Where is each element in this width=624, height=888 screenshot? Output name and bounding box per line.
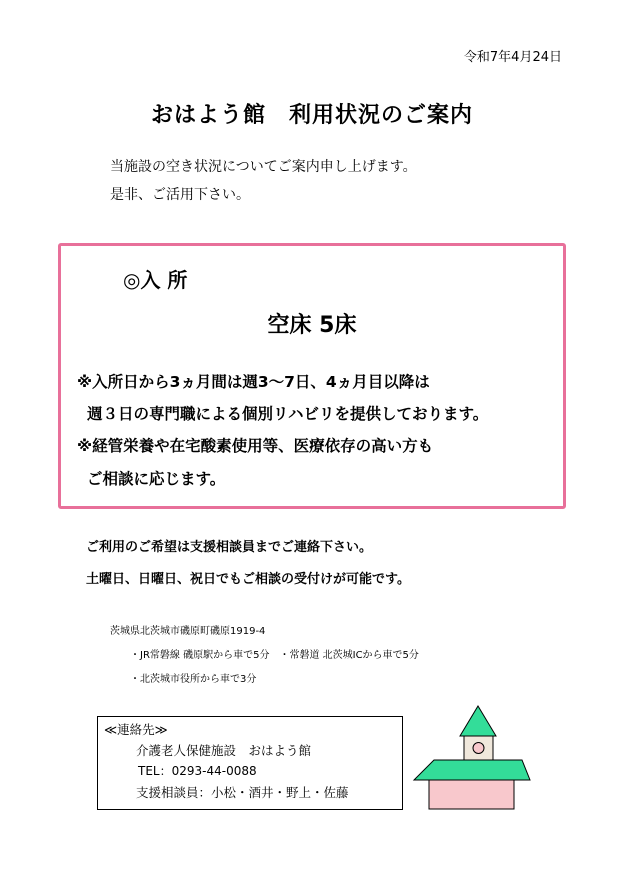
intro-line-1: 当施設の空き状況についてご案内申し上げます。 — [110, 159, 417, 175]
building-illustration-icon — [412, 704, 532, 814]
document-date: 令和7年4月24日 — [463, 50, 562, 65]
facility-address: 茨城県北茨城市磯原町磯原1919-4 — [110, 626, 266, 637]
contact-box-facility: 介護老人保健施設 おはよう館 — [136, 743, 312, 758]
weekend-availability-line: 土曜日、日曜日、祝日でもご相談の受付けが可能です。 — [86, 572, 410, 587]
contact-box — [97, 716, 403, 810]
admission-note-2: 週３日の専門職による個別リハビリを提供しております。 — [87, 405, 489, 423]
access-line-1: ・JR常磐線 磯原駅から車で5分 ・常磐道 北茨城ICから車で5分 — [130, 650, 419, 661]
contact-box-tel: TEL：0293-44-0088 — [138, 764, 257, 778]
contact-box-header: ≪連絡先≫ — [104, 722, 168, 737]
contact-box-staff: 支援相談員：小松・酒井・野上・佐藤 — [136, 785, 349, 800]
admission-note-3: ※経管栄養や在宅酸素使用等、医療依存の高い方も — [77, 437, 434, 455]
admission-box — [58, 243, 566, 509]
admission-note-4: ご相談に応じます。 — [87, 470, 226, 488]
admission-note-1: ※入所日から3ヵ月間は週3～7日、4ヵ月目以降は — [77, 373, 430, 391]
admission-heading: ◎入 所 — [123, 268, 188, 292]
contact-request-line: ご利用のご希望は支援相談員までご連絡下さい。 — [86, 540, 373, 555]
intro-line-2: 是非、ご活用下さい。 — [110, 187, 250, 203]
vacancy-count: 空床 5床 — [267, 313, 357, 338]
access-line-2: ・北茨城市役所から車で3分 — [130, 674, 257, 685]
page-title: おはよう館 利用状況のご案内 — [150, 103, 473, 128]
